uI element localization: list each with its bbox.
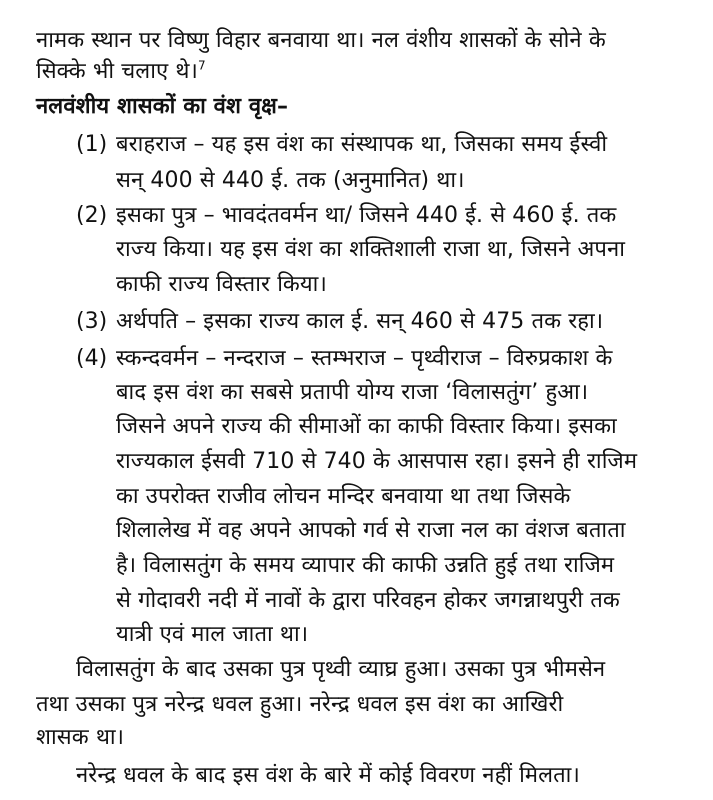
list-item-number: (2) [76, 203, 108, 228]
paragraph-line: नरेन्द्र धवल के बाद इस वंश के बारे में कोई विवरण नहीं मिलता। [76, 763, 580, 788]
intro-line-1: नामक स्थान पर विष्णु विहार बनवाया था। नल वंशीय शासकों के सोने के [36, 28, 606, 53]
list-item-line: स्कन्दवर्मन – नन्दराज – स्तम्भराज – पृथ्वीराज – विरुप्रकाश के [116, 346, 613, 371]
list-item-line: अर्थपति – इसका राज्य काल ई. सन् 460 से 475 तक रहा। [116, 309, 604, 334]
list-item-line: इसका पुत्र – भावदंतवर्मन था/ जिसने 440 ई. से 460 ई. तक [116, 203, 617, 228]
paragraph-line: तथा उसका पुत्र नरेन्द्र धवल हुआ। नरेन्द्र धवल इस वंश का आखिरी [36, 692, 564, 717]
list-item-line: राज्यकाल ईसवी 710 से 740 के आसपास रहा। इसने ही राजिम [116, 449, 638, 474]
list-item-line: राज्य किया। यह इस वंश का शक्तिशाली राजा था, जिसने अपना [116, 237, 626, 262]
list-item-line: बाद इस वंश का सबसे प्रतापी योग्य राजा ‘विलासतुंग’ हुआ। [116, 380, 589, 405]
list-item-line: यात्री एवं माल जाता था। [116, 622, 309, 647]
intro-line-2-text: सिक्के भी चलाए थे। [36, 59, 198, 84]
list-item-line: शिलालेख में वह अपने आपको गर्व से राजा नल का वंशज बताता [116, 518, 626, 543]
list-item-line: बराहराज – यह इस वंश का संस्थापक था, जिसका समय ईस्वी [116, 132, 608, 157]
intro-line-2 [36, 57, 206, 87]
list-item-number: (3) [76, 309, 108, 334]
paragraph-line: विलासतुंग के बाद उसका पुत्र पृथ्वी व्याघ्र हुआ। उसका पुत्र भीमसेन [76, 657, 606, 682]
list-item-line: से गोदावरी नदी में नावों के द्वारा परिवहन होकर जगन्नाथपुरी तक [116, 588, 620, 613]
list-item-line: सन् 400 से 440 ई. तक (अनुमानित) था। [116, 168, 465, 193]
footnote-marker: 7 [197, 58, 206, 73]
list-item-number: (1) [76, 132, 108, 157]
list-item-line: जिसने अपने राज्य की सीमाओं का काफी विस्तार किया। इसका [116, 414, 617, 439]
list-item-line: है। विलासतुंग के समय व्यापार की काफी उन्नति हुई तथा राजिम [116, 553, 615, 578]
list-item-number: (4) [76, 346, 108, 371]
list-item-line: का उपरोक्त राजीव लोचन मन्दिर बनवाया था तथा जिसके [116, 484, 571, 509]
section-heading: नलवंशीय शासकों का वंश वृक्ष– [36, 94, 289, 119]
list-item-line: काफी राज्य विस्तार किया। [116, 272, 327, 297]
paragraph-line: शासक था। [36, 725, 125, 750]
